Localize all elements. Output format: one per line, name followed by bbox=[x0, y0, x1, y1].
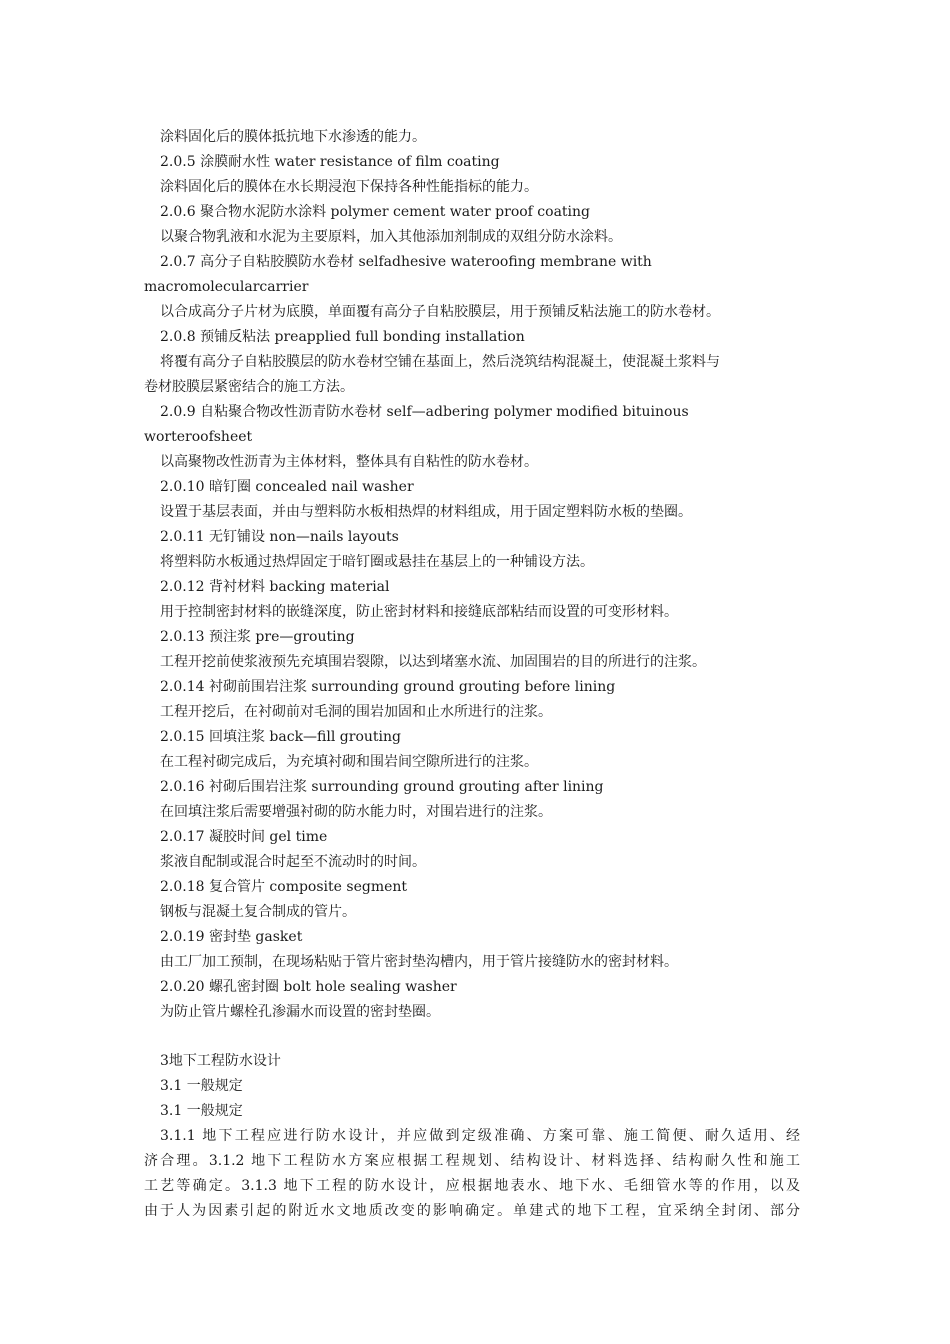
paragraph-line: 济合理。3.1.2 地下工程防水方案应根据工程规划、结构设计、材料选择、结构耐久性和施工 bbox=[144, 1153, 800, 1169]
text-line: 以高聚物改性沥青为主体材料，整体具有自粘性的防水卷材。 bbox=[160, 454, 538, 470]
text-line: 工程开挖前使浆液预先充填围岩裂隙，以达到堵塞水流、加固围岩的目的所进行的注浆。 bbox=[160, 654, 706, 670]
text-line: 将塑料防水板通过热焊固定于暗钉圈或悬挂在基层上的一种铺设方法。 bbox=[160, 554, 594, 570]
text-line: 由工厂加工预制，在现场粘贴于管片密封垫沟槽内，用于管片接缝防水的密封材料。 bbox=[160, 954, 678, 970]
chapter-title: 3地下工程防水设计 bbox=[160, 1053, 281, 1069]
term-heading-continuation: macromolecularcarrier bbox=[144, 279, 309, 295]
text-line: 工程开挖后，在衬砌前对毛洞的围岩加固和止水所进行的注浆。 bbox=[160, 704, 552, 720]
term-heading-continuation: worteroofsheet bbox=[144, 429, 253, 445]
text-line: 涂料固化后的膜体抵抗地下水渗透的能力。 bbox=[160, 129, 426, 145]
text-line: 涂料固化后的膜体在水长期浸泡下保持各种性能指标的能力。 bbox=[160, 179, 538, 195]
term-heading: 2.0.11 无钉铺设 non—nails layouts bbox=[160, 529, 399, 545]
text-line: 为防止管片螺栓孔渗漏水而设置的密封垫圈。 bbox=[160, 1004, 440, 1020]
text-line: 在工程衬砌完成后，为充填衬砌和围岩间空隙所进行的注浆。 bbox=[160, 754, 538, 770]
term-heading: 2.0.17 凝胶时间 gel time bbox=[160, 829, 328, 845]
text-line-continuation: 卷材胶膜层紧密结合的施工方法。 bbox=[144, 379, 354, 395]
term-heading: 2.0.8 预铺反粘法 preapplied full bonding installation bbox=[160, 329, 525, 345]
text-line: 钢板与混凝土复合制成的管片。 bbox=[160, 904, 356, 920]
text-line: 以合成高分子片材为底膜，单面覆有高分子自粘胶膜层，用于预铺反粘法施工的防水卷材。 bbox=[160, 304, 720, 320]
term-heading: 2.0.7 高分子自粘胶膜防水卷材 selfadhesive wateroofing membrane with bbox=[160, 254, 652, 270]
term-heading: 2.0.10 暗钉圈 concealed nail washer bbox=[160, 479, 414, 495]
paragraph-line: 由于人为因素引起的附近水文地质改变的影响确定。单建式的地下工程，宜采纳全封闭、部分 bbox=[144, 1203, 800, 1219]
term-heading: 2.0.16 衬砌后围岩注浆 surrounding ground grouting after lining bbox=[160, 779, 604, 795]
text-line: 将覆有高分子自粘胶膜层的防水卷材空铺在基面上，然后浇筑结构混凝土，使混凝土浆料与 bbox=[160, 354, 720, 370]
paragraph-line: 工艺等确定。3.1.3 地下工程的防水设计，应根据地表水、地下水、毛细管水等的作用，以及 bbox=[144, 1178, 800, 1194]
text-line: 设置于基层表面，并由与塑料防水板相热焊的材料组成，用于固定塑料防水板的垫圈。 bbox=[160, 504, 692, 520]
text-line: 在回填注浆后需要增强衬砌的防水能力时，对围岩进行的注浆。 bbox=[160, 804, 552, 820]
term-heading: 2.0.14 衬砌前围岩注浆 surrounding ground grouting before lining bbox=[160, 679, 616, 695]
term-heading: 2.0.12 背衬材料 backing material bbox=[160, 579, 390, 595]
term-heading: 2.0.20 螺孔密封圈 bolt hole sealing washer bbox=[160, 979, 457, 995]
term-heading: 2.0.9 自粘聚合物改性沥青防水卷材 self—adbering polymer modified bituinous bbox=[160, 404, 689, 420]
term-heading: 2.0.6 聚合物水泥防水涂料 polymer cement water proof coating bbox=[160, 204, 591, 220]
text-line: 用于控制密封材料的嵌缝深度，防止密封材料和接缝底部粘结而设置的可变形材料。 bbox=[160, 604, 678, 620]
text-line: 浆液自配制或混合时起至不流动时的时间。 bbox=[160, 854, 426, 870]
term-heading: 2.0.18 复合管片 composite segment bbox=[160, 879, 408, 895]
term-heading: 2.0.5 涂膜耐水性 water resistance of film coating bbox=[160, 154, 500, 170]
text-line: 以聚合物乳液和水泥为主要原料，加入其他添加剂制成的双组分防水涂料。 bbox=[160, 229, 622, 245]
term-heading: 2.0.19 密封垫 gasket bbox=[160, 929, 303, 945]
term-heading: 2.0.13 预注浆 pre—grouting bbox=[160, 629, 355, 645]
paragraph-line: 3.1.1 地下工程应进行防水设计，并应做到定级准确、方案可靠、施工简便、耐久适用、经 bbox=[160, 1128, 800, 1144]
section-heading: 3.1 一般规定 bbox=[160, 1103, 243, 1119]
section-heading: 3.1 一般规定 bbox=[160, 1078, 243, 1094]
term-heading: 2.0.15 回填注浆 back—fill grouting bbox=[160, 729, 401, 745]
